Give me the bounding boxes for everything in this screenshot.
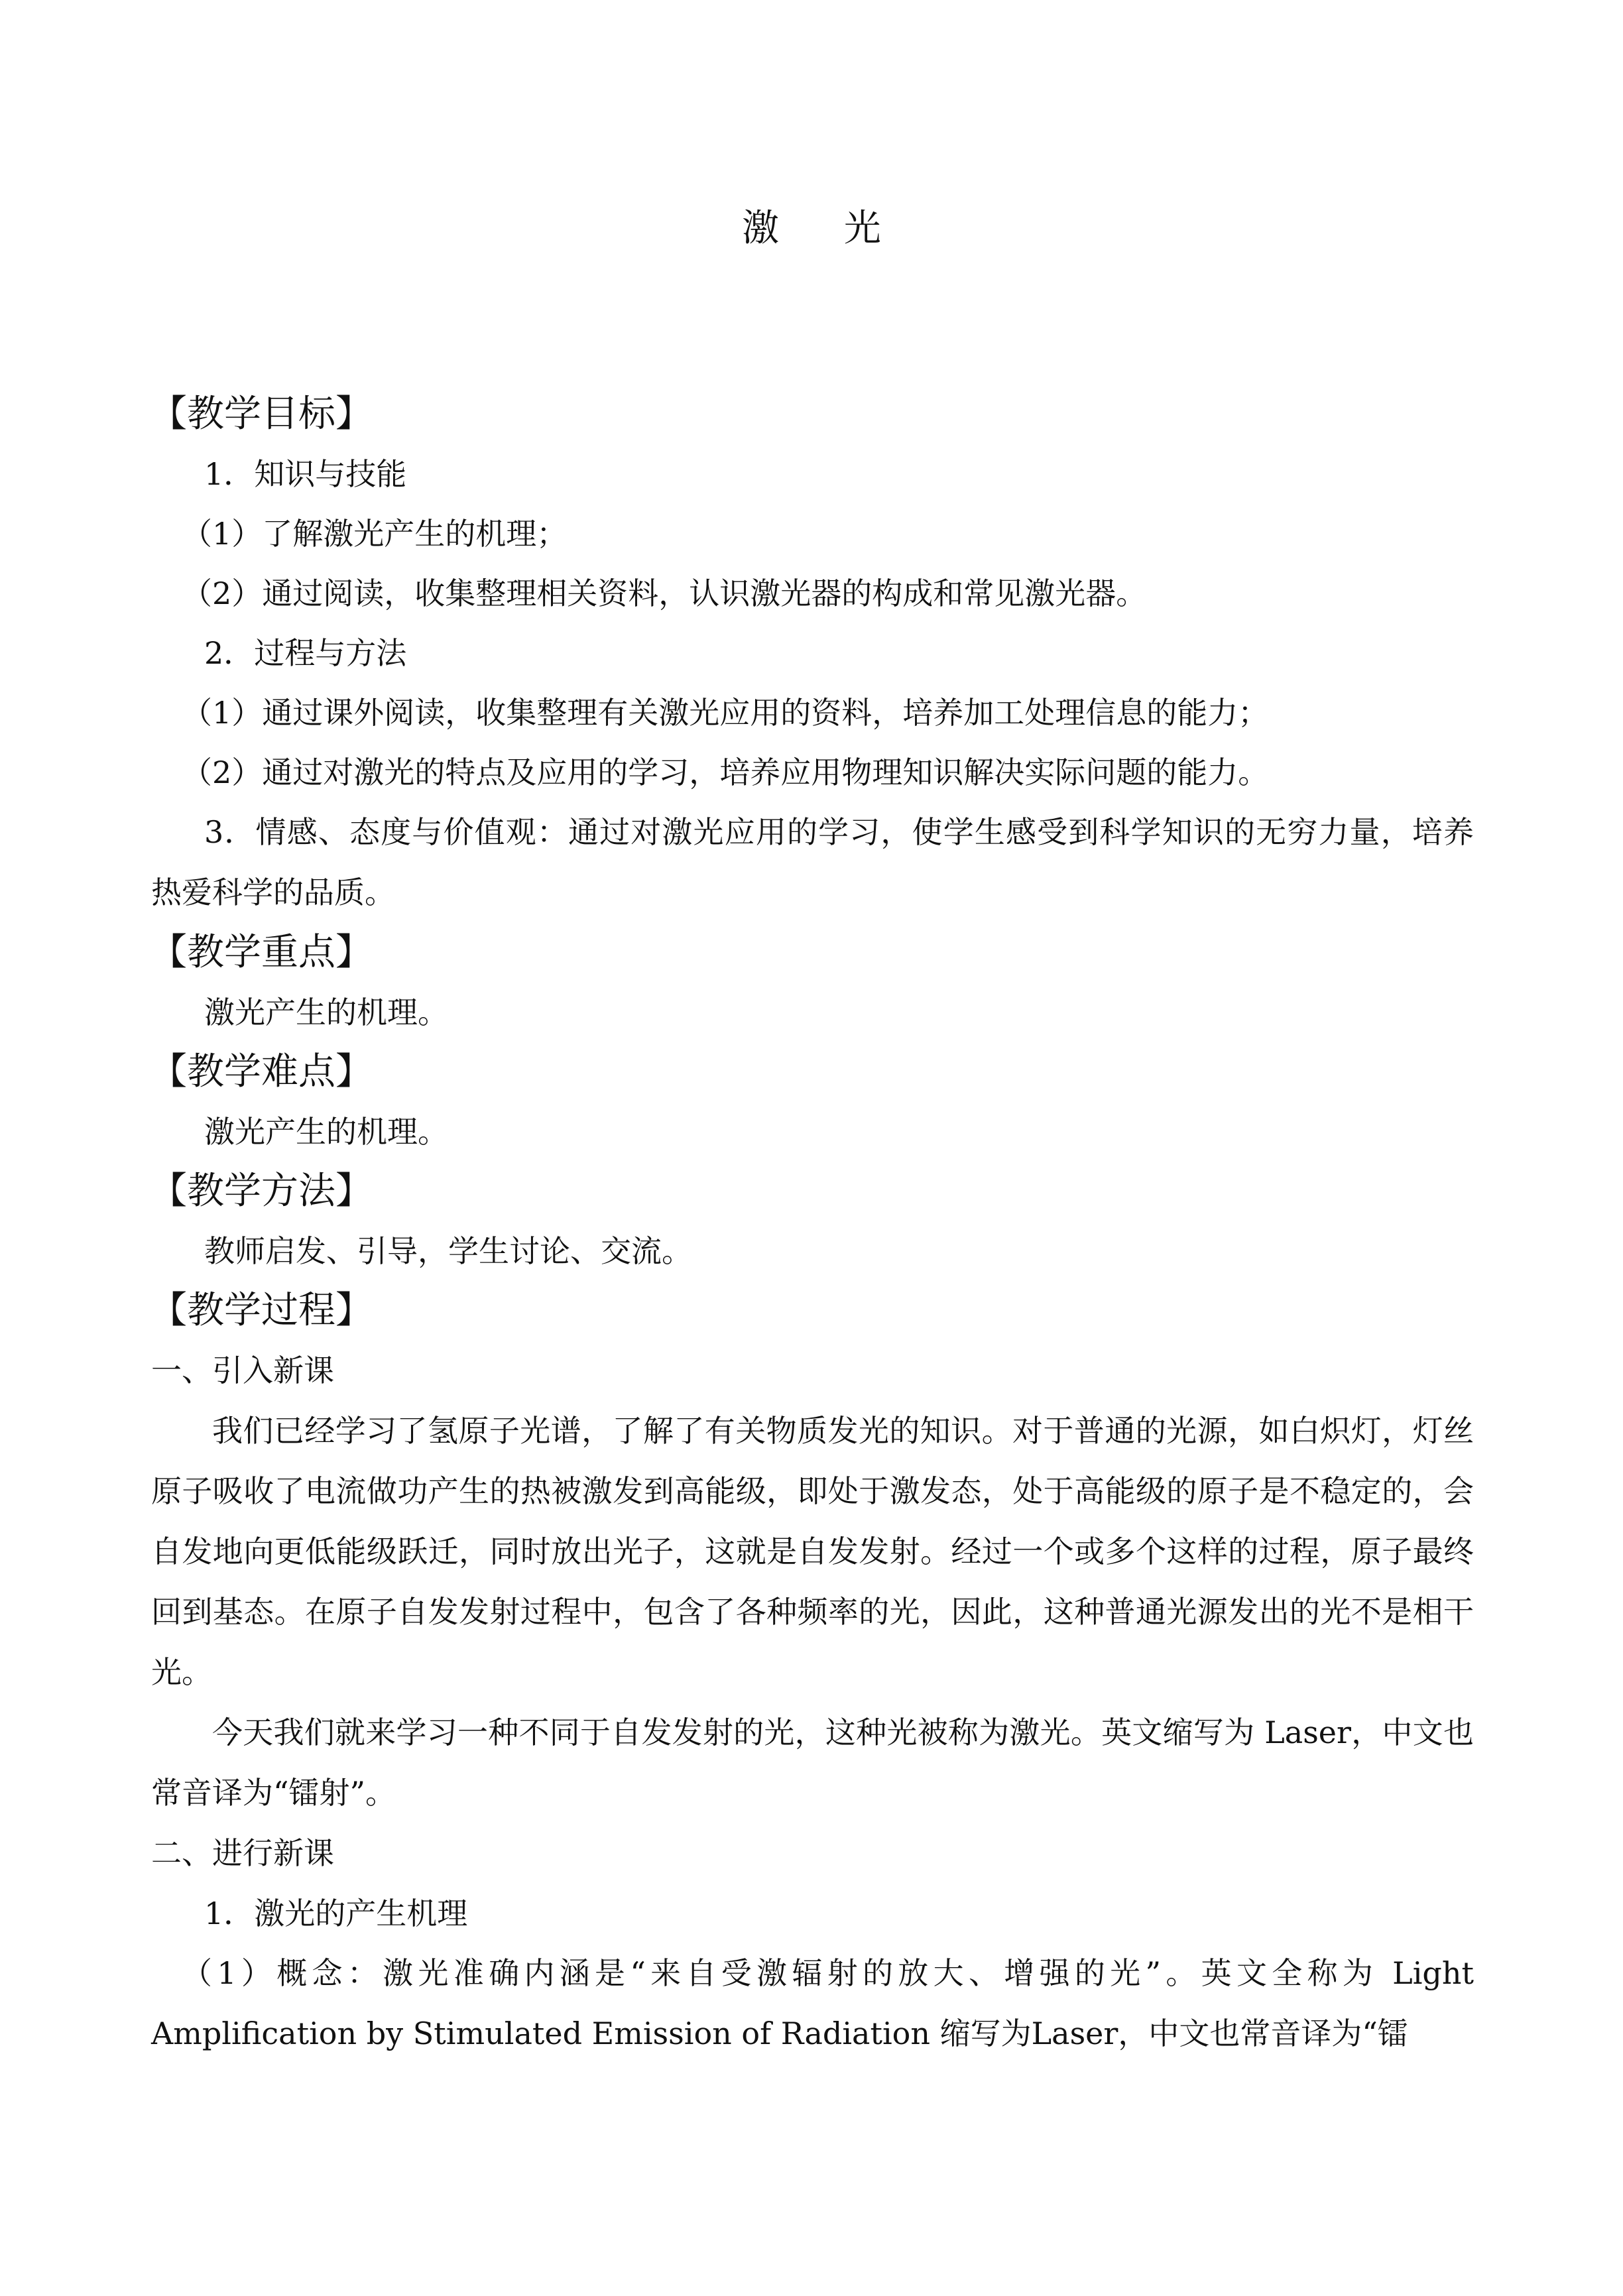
process-section-2-paragraph-1: （1）概念：激光准确内涵是“来自受激辐射的放大、增强的光”。英文全称为 Light Amplification by Stimulated Emission of Radiation 缩写为Laser，中文也常音译为“镭 <box>151 1955 1474 2051</box>
section-heading-objectives: 【教学目标】 <box>150 393 373 436</box>
document-title: 激 光 <box>742 207 908 250</box>
section-heading-method: 【教学方法】 <box>150 1170 373 1213</box>
difficulty-text: 激光产生的机理。 <box>204 1114 448 1150</box>
objective-process-item-1: （1）通过课外阅读，收集整理有关激光应用的资料，培养加工处理信息的能力； <box>182 695 1269 731</box>
method-text: 教师启发、引导，学生讨论、交流。 <box>204 1233 692 1269</box>
process-section-2-title: 二、进行新课 <box>151 1835 334 1871</box>
process-section-1-paragraph-2: 今天我们就来学习一种不同于自发发射的光，这种光被称为激光。英文缩写为 Laser，中文也常音译为“镭射”。 <box>151 1715 1474 1811</box>
process-section-1-paragraph-1: 我们已经学习了氢原子光谱，了解了有关物质发光的知识。对于普通的光源，如白炽灯，灯丝原子吸收了电流做功产生的热被激发到高能级，即处于激发态，处于高能级的原子是不稳定的，会自发地向更低能级跃迁，同时放出光子，这就是自发发射。经过一个或多个这样的过程，原子最终回到基态。在原子自发发射过程中，包含了各种频率的光，因此，这种普通光源发出的光不是相干光。 <box>151 1413 1474 1690</box>
section-heading-process: 【教学过程】 <box>150 1289 373 1332</box>
section-heading-key-point: 【教学重点】 <box>150 931 373 974</box>
objective-process-title: 2．过程与方法 <box>204 635 407 671</box>
objective-knowledge-title: 1．知识与技能 <box>204 456 407 492</box>
process-section-2-subtitle: 1．激光的产生机理 <box>204 1896 468 1931</box>
objective-emotion: 3．情感、态度与价值观：通过对激光应用的学习，使学生感受到科学知识的无穷力量，培养热爱科学的品质。 <box>151 814 1474 910</box>
objective-process-item-2: （2）通过对激光的特点及应用的学习，培养应用物理知识解决实际问题的能力。 <box>182 755 1269 790</box>
section-heading-difficulty: 【教学难点】 <box>150 1050 373 1093</box>
process-section-1-title: 一、引入新课 <box>151 1353 334 1388</box>
objective-knowledge-item-1: （1）了解激光产生的机理； <box>182 516 568 552</box>
key-point-text: 激光产生的机理。 <box>204 995 448 1030</box>
document-body <box>151 385 1474 2064</box>
objective-knowledge-item-2: （2）通过阅读，收集整理相关资料，认识激光器的构成和常见激光器。 <box>182 575 1147 611</box>
